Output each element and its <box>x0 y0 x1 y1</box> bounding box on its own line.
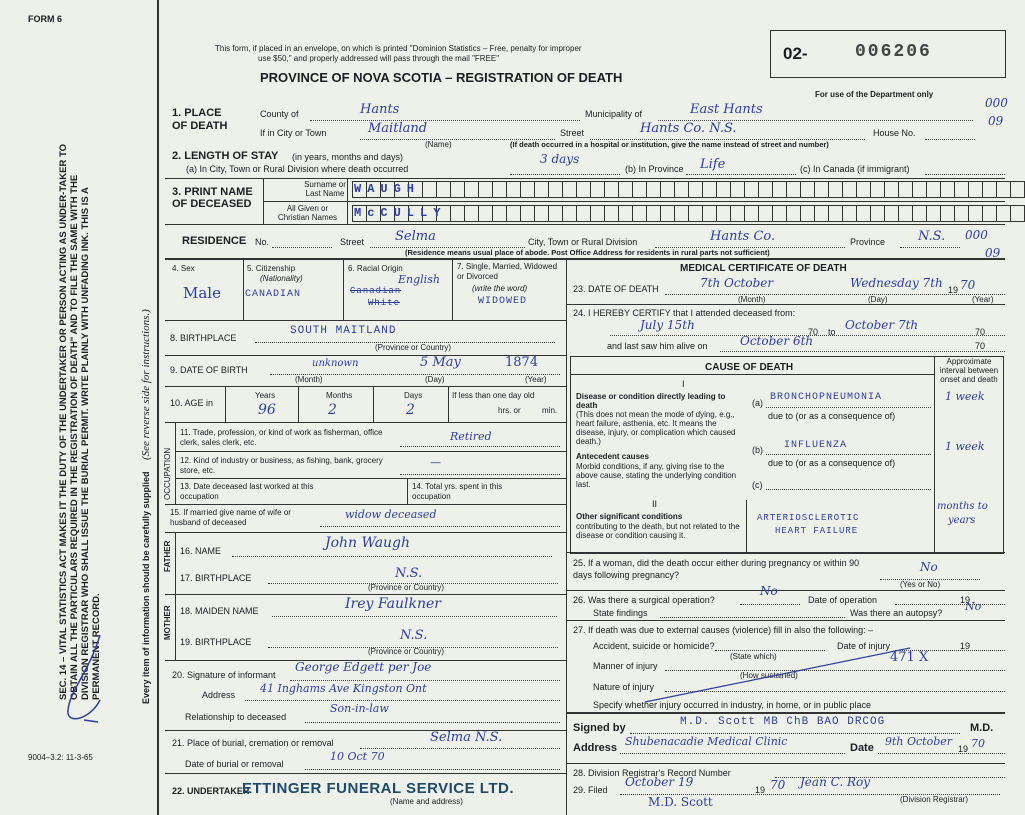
reg-number: 006206 <box>855 42 932 62</box>
burial-place-label: 21. Place of burial, cremation or removal <box>172 738 334 748</box>
residence-code-2: 09 <box>985 246 1001 260</box>
margin-divider <box>157 0 159 815</box>
manner-label: Manner of injury <box>593 661 658 671</box>
registrar-signature: Jean C. Roy <box>800 775 871 789</box>
father-name-label: 16. NAME <box>180 546 222 556</box>
filed-value: October 19 <box>625 775 694 789</box>
cause-a-value: BRONCHOPNEUMONIA <box>770 392 883 403</box>
cause-b-value: INFLUENZA <box>784 440 848 451</box>
undertaker-stamp: ETTINGER FUNERAL SERVICE LTD. <box>242 780 515 797</box>
racial-value: English <box>398 273 440 286</box>
occupation-side-label: OCCUPATION <box>163 447 172 500</box>
findings-label: State findings <box>593 608 648 618</box>
mother-maiden-label: 18. MAIDEN NAME <box>180 606 259 616</box>
year-a: 70 <box>808 327 819 337</box>
city-value: Maitland <box>368 121 428 136</box>
dob-label: 9. DATE OF BIRTH <box>170 365 248 375</box>
informant-sig-value: George Edgett per Joe <box>295 660 432 674</box>
q25-label: 25. If a woman, did the death occur either during pregnancy or within 90 days following pregnancy? <box>573 558 860 580</box>
cause-b-interval: 1 week <box>945 440 985 453</box>
attended-to: October 7th <box>845 318 919 332</box>
year-b: 70 <box>975 341 986 351</box>
other-value-1: ARTERIOSCLEROTIC <box>757 513 860 523</box>
cause-c-prefix: (c) <box>752 480 763 490</box>
attended-from: July 15th <box>640 318 695 332</box>
attended-to-label: to <box>828 327 836 337</box>
mother-birthplace-label: 19. BIRTHPLACE <box>180 637 252 647</box>
injury-date-year: 19 <box>960 641 971 651</box>
injury-date-label: Date of injury <box>837 641 891 651</box>
how-sustained: (How sustained) <box>740 671 798 680</box>
registrar-caption: (Division Registrar) <box>900 795 969 804</box>
other-note: contributing to the death, but not related to the disease or condition causing it. <box>576 522 740 540</box>
mail-notice-2: use $50," and properly addressed will pass through the mail "FREE" <box>258 54 500 63</box>
citizenship-value: CANADIAN <box>245 289 302 300</box>
father-side-label: FATHER <box>163 540 172 572</box>
relationship-label: Relationship to deceased <box>185 712 287 722</box>
given-label: All Given or Christian Names <box>277 204 338 222</box>
death-day-caption: (Day) <box>868 295 888 304</box>
county-label: County of <box>260 109 299 119</box>
q26-label: 26. Was there a surgical operation? <box>573 595 715 605</box>
cause-title: CAUSE OF DEATH <box>705 362 794 373</box>
other-value-2: HEART FAILURE <box>775 526 859 536</box>
months-value: 2 <box>328 402 337 418</box>
racial-label: 6. Racial Origin <box>348 264 403 273</box>
dept-code-1: 000 <box>985 96 1008 110</box>
informant-address-label: Address <box>202 690 236 700</box>
op-date-label: Date of operation <box>808 595 878 605</box>
margin-scribble <box>60 630 140 730</box>
residence-code-1: 000 <box>965 228 988 242</box>
burial-date-label: Date of burial or removal <box>185 759 284 769</box>
dob-day: 5 May <box>420 355 461 370</box>
residence-street-value: Selma <box>395 229 436 244</box>
due-to-2: due to (or as a consequence of) <box>768 458 896 468</box>
death-month: 7th October <box>700 276 774 290</box>
registrar-extra: M.D. Scott <box>648 795 713 809</box>
street-label: Street <box>560 128 585 138</box>
other-interval-2: years <box>948 515 976 526</box>
street-value: Hants Co. N.S. <box>640 121 737 136</box>
spouse-label: 15. If married give name of wife or husband of deceased <box>170 508 291 527</box>
days-label: Days <box>404 391 423 400</box>
informant-address-value: 41 Inghams Ave Kingston Ont <box>260 682 427 695</box>
residence-city-label: City, Town or Rural Division <box>528 237 638 247</box>
form-number: FORM 6 <box>28 14 63 24</box>
sig-address-value: Shubenacadie Medical Clinic <box>625 735 788 748</box>
trade-label: 11. Trade, profession, or kind of work as fisherman, office clerk, sales clerk, etc. <box>180 428 383 447</box>
years-label: Years <box>255 391 276 400</box>
racial-struck: Canadian <box>350 286 402 296</box>
sig-year: 70 <box>971 737 985 750</box>
certify-label: 24. I HEREBY CERTIFY that I attended deceased from: <box>573 308 796 318</box>
municipality-label: Municipality of <box>585 109 643 119</box>
md-label: M.D. <box>970 722 994 734</box>
marital-value: WIDOWED <box>478 296 528 307</box>
given-value: McCULLY <box>354 206 447 220</box>
trade-value: Retired <box>450 430 492 443</box>
marital-sub: (write the word) <box>472 284 528 293</box>
stay-sub: (in years, months and days) <box>292 152 404 162</box>
stay-a-value: 3 days <box>540 152 580 166</box>
birthplace-value: SOUTH MAITLAND <box>290 325 397 337</box>
signed-by-value: M.D. Scott MB ChB BAO DRCOG <box>680 716 886 728</box>
death-year: 70 <box>960 278 976 292</box>
length-of-stay-label: 2. LENGTH OF STAY <box>172 150 279 162</box>
statute-text: SEC. 14 – VITAL STATISTICS ACT MAKES IT THE DUTY OF THE UNDERTAKER OR PERSON ACTING AS UNDER-TAKER TO OBTAIN ALL THE PARTICULARS REQUIRED IN THE REGISTRATION OF DEATH" AND TO FILE THE SAME WITH THE DIVISION REGISTRAR WHO SHALL ISSUE THE BURIAL PERMIT. WRITE PLAINLY WITH UNFADING INK. THIS IS A PERMANENT RECORD. <box>58 144 102 700</box>
sig-year-prefix: 19 <box>958 744 969 754</box>
instructions-note: (See reverse side for instructions.) <box>140 309 152 460</box>
place-of-death-label: 1. PLACE OF DEATH <box>172 107 228 132</box>
mother-birthplace-value: N.S. <box>400 628 428 643</box>
house-label: House No. <box>873 128 916 138</box>
dob-year-caption: (Year) <box>525 375 547 384</box>
residence-note: (Residence means usual place of abode. Post Office Address for residents in rural parts not sufficient) <box>405 248 770 257</box>
interval-label: Approximate interval between onset and death <box>939 357 999 384</box>
stay-b-label: (b) In Province <box>625 164 684 174</box>
antecedent-label: Antecedent causes <box>576 452 649 461</box>
age-label: 10. AGE in <box>170 398 214 408</box>
sig-date-label: Date <box>850 742 874 754</box>
city-name-caption: (Name) <box>425 140 452 149</box>
citizenship-sub: (Nationality) <box>260 274 303 283</box>
state-which: (State which) <box>730 652 777 661</box>
city-label: If in City or Town <box>260 128 327 138</box>
dob-day-caption: (Day) <box>425 375 445 384</box>
registrar-record-label: 28. Division Registrar's Record Number <box>573 768 731 778</box>
filed-label: 29. Filed <box>573 785 608 795</box>
q25-sub: (Yes or No) <box>900 580 941 589</box>
sig-date-value: 9th October <box>885 735 953 748</box>
spouse-value: widow deceased <box>345 508 437 521</box>
industry-label: 12. Kind of industry or business, as fishing, bank, grocery store, etc. <box>180 456 383 475</box>
mother-maiden-value: Irey Faulkner <box>345 596 441 612</box>
registration-number-box <box>770 30 1006 78</box>
county-value: Hants <box>360 102 400 117</box>
accident-label: Accident, suicide or homicide? <box>593 641 715 651</box>
mother-side-label: MOTHER <box>163 605 172 640</box>
dob-year: 1874 <box>505 355 539 370</box>
residence-city-value: Hants Co. <box>710 229 776 244</box>
birthplace-sub: (Province or Country) <box>375 343 452 352</box>
dept-use-label: For use of the Department only <box>815 90 934 99</box>
surname-label: Surname or Last Name <box>304 180 346 198</box>
stay-a-label: (a) In City, Town or Rural Division where death occurred <box>186 164 409 174</box>
print-name-label: 3. PRINT NAME OF DECEASED <box>172 186 253 210</box>
total-years-label: 14. Total yrs. spent in this occupation <box>412 482 503 501</box>
months-label: Months <box>326 391 353 400</box>
year-a2: 70 <box>975 327 986 337</box>
dob-month-caption: (Month) <box>295 375 323 384</box>
q26-answer: No <box>760 584 778 598</box>
relationship-value: Son-in-law <box>330 702 389 715</box>
dept-code-2: 09 <box>988 114 1004 128</box>
antecedent-note: Morbid conditions, if any, giving rise to the above cause, stating the underlying condition last. <box>576 462 737 489</box>
last-saw-value: October 6th <box>740 334 814 348</box>
autopsy-answer: No <box>965 600 982 613</box>
q27-label: 27. If death was due to external causes (violence) fill in also the following: – <box>573 625 874 635</box>
form-code: 9004–3.2: 11-3-65 <box>28 753 93 762</box>
sex-label: 4. Sex <box>172 264 195 273</box>
due-to-1: due to (or as a consequence of) <box>768 411 896 421</box>
cause-a-prefix: (a) <box>752 398 763 408</box>
medical-title: MEDICAL CERTIFICATE OF DEATH <box>680 263 847 274</box>
form-title: PROVINCE OF NOVA SCOTIA – REGISTRATION OF DEATH <box>260 70 623 85</box>
father-name-value: John Waugh <box>325 535 411 551</box>
burial-date-value: 10 Oct 70 <box>330 750 385 763</box>
father-birthplace-sub: (Province or Country) <box>368 583 445 592</box>
residence-province-value: N.S. <box>918 229 946 244</box>
surname-boxes <box>352 181 1025 198</box>
death-month-caption: (Month) <box>738 295 766 304</box>
residence-province-label: Province <box>850 237 886 247</box>
death-year-caption: (Year) <box>972 295 994 304</box>
stay-b-value: Life <box>700 157 726 172</box>
municipality-value: East Hants <box>690 102 763 117</box>
death-year-prefix: 19 <box>948 285 959 295</box>
birthplace-label: 8. BIRTHPLACE <box>170 333 237 343</box>
cause-b-prefix: (b) <box>752 445 763 455</box>
father-birthplace-value: N.S. <box>395 566 423 581</box>
min-label: min. <box>542 406 558 415</box>
direct-note: (This does not mean the mode of dying, e.g., heart failure, asthenia, etc. It means the disease, injury, or complication which caused death.) <box>576 410 736 446</box>
part-one: I <box>682 379 685 389</box>
q25-answer: No <box>920 560 938 574</box>
last-saw-label: and last saw him alive on <box>607 341 708 351</box>
dob-month: unknown <box>312 358 359 369</box>
last-worked-label: 13. Date deceased last worked at this occupation <box>180 482 314 501</box>
residence-label: RESIDENCE <box>182 235 247 247</box>
nature-label: Nature of injury <box>593 682 655 692</box>
industry-value: — <box>430 456 441 469</box>
strike-line <box>640 640 920 710</box>
mail-notice-1: This form, if placed in an envelope, on which is printed "Dominion Statistics – Free, penalty for improper <box>215 44 582 53</box>
reg-prefix: 02- <box>783 44 808 63</box>
informant-sig-label: 20. Signature of informant <box>172 670 276 680</box>
death-day: Wednesday 7th <box>850 276 943 290</box>
mother-birthplace-sub: (Province or Country) <box>368 647 445 656</box>
years-value: 96 <box>258 402 276 418</box>
lt-day-label: If less than one day old <box>452 391 535 400</box>
filed-year-prefix: 19 <box>755 785 766 795</box>
burial-place-value: Selma N.S. <box>430 730 503 745</box>
op-date-year: 19 <box>960 595 971 605</box>
undertaker-label: 22. UNDERTAKER <box>172 786 250 796</box>
undertaker-sub: (Name and address) <box>390 797 463 806</box>
residence-street-label: Street <box>340 237 365 247</box>
filed-year: 70 <box>770 778 786 792</box>
other-label: Other significant conditions <box>576 512 683 521</box>
sex-value: Male <box>183 284 221 302</box>
autopsy-label: Was there an autopsy? <box>850 608 943 618</box>
days-value: 2 <box>406 402 415 418</box>
surname-value: WAUGH <box>354 182 421 196</box>
hospital-note: (If death occurred in a hospital or institution, give the name instead of street and number) <box>510 140 829 149</box>
signed-by-label: Signed by <box>573 722 626 734</box>
given-boxes <box>352 205 1025 222</box>
citizenship-label: 5. Citizenship <box>247 264 296 273</box>
part-two: II <box>652 499 658 509</box>
hrs-label: hrs. or <box>498 406 521 415</box>
misc-mark: 471 X <box>890 650 929 665</box>
information-note: Every item of information should be carefully supplied <box>141 471 151 704</box>
direct-label: Disease or condition directly leading to death <box>576 392 726 410</box>
residence-no-label: No. <box>255 237 270 247</box>
specify-label: Specify whether injury occurred in industry, in home, or in public place <box>593 700 871 710</box>
marital-label: 7. Single, Married, Widowed or Divorced <box>457 262 558 281</box>
cause-a-interval: 1 week <box>945 390 985 403</box>
stay-c-label: (c) In Canada (if immigrant) <box>800 164 910 174</box>
date-of-death-label: 23. DATE OF DEATH <box>573 284 659 294</box>
father-birthplace-label: 17. BIRTHPLACE <box>180 573 252 583</box>
sig-address-label: Address <box>573 742 618 754</box>
racial-alt: White <box>368 298 401 308</box>
other-interval-1: months to <box>937 501 988 512</box>
